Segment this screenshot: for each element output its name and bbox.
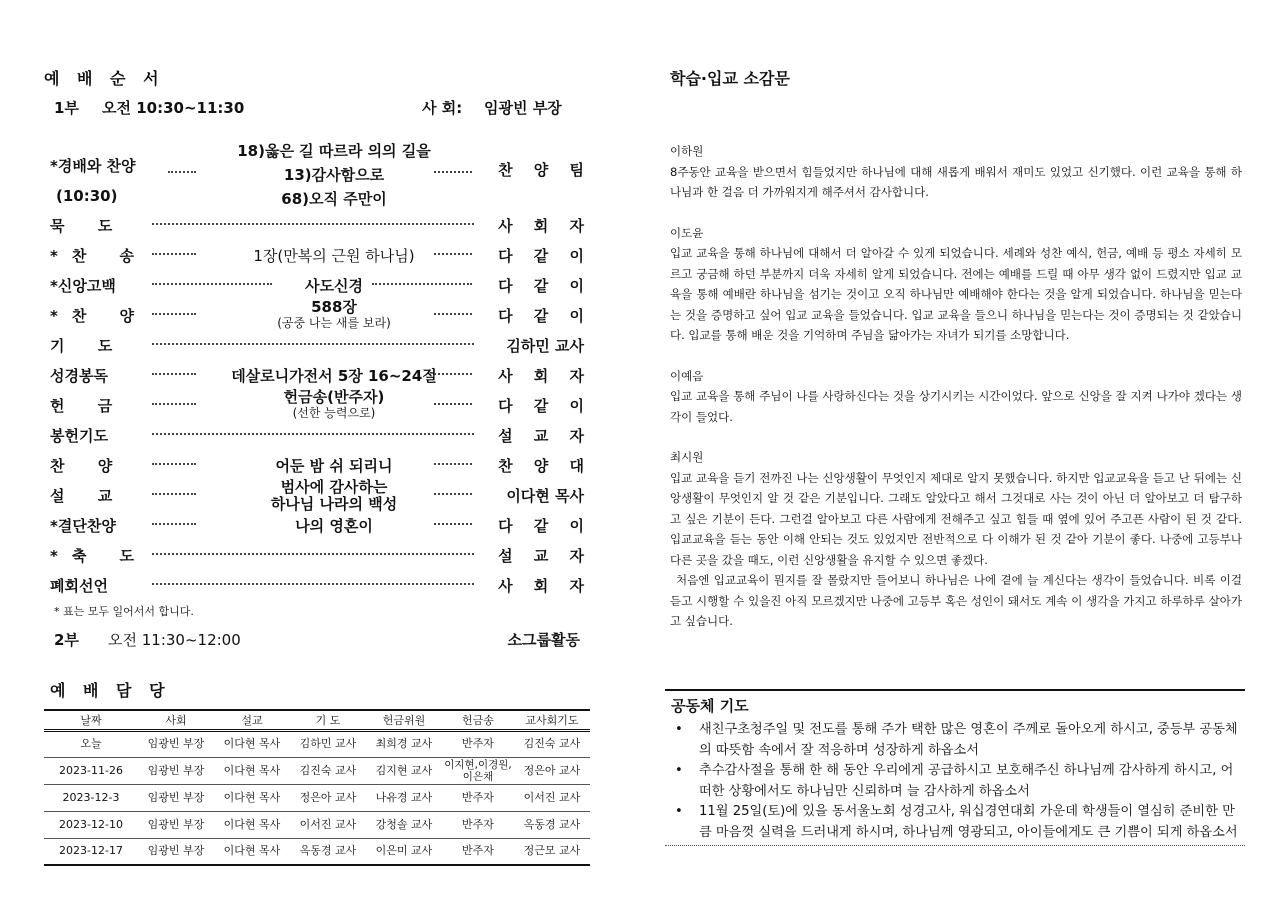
testimony-text: 8주동안 교육을 받으면서 힘들었지만 하나님에 대해 새롭게 배워서 재미도 있었고 신기했다. 이런 교육을 통해 하나님과 한 걸음 더 가까워지게 해주셔서 감사합니다. <box>670 164 1242 199</box>
testimony-text: 처음엔 입교교육이 뭔지를 잘 몰랐지만 들어보니 하나님은 나에 곁에 늘 계신다는 생각이 들었습니다. 비록 이걸 듣고 시행할 수 있을진 아직 모르겠지만 나중에 고등부 혹은 성인이 돼서도 계속 이 생각을 가지고 하루하루 살아가고 싶습니다. <box>670 573 1242 628</box>
order-item-leader: 설 교 자 <box>498 427 592 445</box>
order-item-leader: 사 회 자 <box>498 217 592 235</box>
leader-dots <box>152 583 474 585</box>
order-item-name: 묵 도 <box>50 217 127 235</box>
order-item <box>44 269 594 299</box>
table-cell: 2023-12-3 <box>44 784 138 811</box>
leader-dots <box>152 313 196 315</box>
leader-dots <box>152 403 196 405</box>
order-item-name: 성경봉독 <box>50 367 108 385</box>
leader-dots <box>152 253 196 255</box>
column-header: 날짜 <box>44 710 138 730</box>
column-header: 교사회기도 <box>514 710 590 730</box>
leader-dots <box>434 493 472 495</box>
leader-dots <box>152 493 196 495</box>
testimonies-section <box>670 66 1242 652</box>
table-header-row <box>44 710 590 730</box>
order-item <box>44 389 594 419</box>
table-cell: 옥동경 교사 <box>514 811 590 838</box>
order-item-name: *경배와 찬양 (10:30) <box>50 157 136 205</box>
table-row <box>44 757 590 784</box>
staff-section <box>44 678 592 866</box>
table-cell: 김진숙 교사 <box>290 757 366 784</box>
order-item <box>44 419 594 449</box>
order-item-content: 1장(만복의 근원 하나님) <box>253 247 415 265</box>
column-header: 설교 <box>214 710 290 730</box>
leader-dots <box>434 171 472 173</box>
list-item: • 새친구초청주일 및 전도를 통해 주가 택한 많은 영혼이 주께로 돌아오게 하시고, 중등부 공동체의 따뜻함 속에서 잘 적응하며 성장하게 하옵소서 <box>665 720 1245 761</box>
testimony-author: 최시원 <box>670 450 704 464</box>
community-prayer-title: 공동체 기도 <box>671 697 749 715</box>
standing-note: * 표는 모두 일어서서 합니다. <box>54 605 194 618</box>
order-item-leader: 사 회 자 <box>498 367 592 385</box>
order-item <box>44 329 594 359</box>
table-cell: 이다현 목사 <box>214 757 290 784</box>
table-cell: 김지현 교사 <box>366 757 442 784</box>
worship-order-section <box>44 66 594 653</box>
table-cell: 이다현 목사 <box>214 838 290 865</box>
table-cell: 임광빈 부장 <box>138 730 214 757</box>
leader-dots <box>434 463 472 465</box>
table-cell: 임광빈 부장 <box>138 838 214 865</box>
leader-dots <box>434 313 472 315</box>
table-cell: 이다현 목사 <box>214 811 290 838</box>
table-cell: 김하민 교사 <box>290 730 366 757</box>
table-cell: 이다현 목사 <box>214 730 290 757</box>
table-cell: 나유경 교사 <box>366 784 442 811</box>
community-prayer-section <box>665 689 1245 846</box>
table-cell: 임광빈 부장 <box>138 811 214 838</box>
order-item-leader: 다 같 이 <box>498 397 592 415</box>
testimony-item <box>670 223 1242 346</box>
service1-number: 1부 <box>54 99 79 117</box>
service2-line <box>44 627 594 653</box>
table-cell: 2023-12-17 <box>44 838 138 865</box>
order-item <box>44 359 594 389</box>
table-cell: 이지현,이경원,이은채 <box>442 757 514 784</box>
order-item-name: *찬 양 <box>50 307 149 325</box>
service1-leader-label: 사 회: <box>422 99 463 117</box>
sermon-title: 범사에 감사하는 하나님 나라의 백성 <box>270 478 398 513</box>
table-cell: 정은아 교사 <box>290 784 366 811</box>
order-item-name: 헌 금 <box>50 397 127 415</box>
column-header: 헌금위원 <box>366 710 442 730</box>
leader-dots <box>152 463 196 465</box>
testimony-item <box>670 447 1242 632</box>
order-item <box>44 299 594 329</box>
table-cell: 이서진 교사 <box>514 784 590 811</box>
table-cell: 반주자 <box>442 838 514 865</box>
leader-dots <box>152 373 196 375</box>
order-item-leader: 다 같 이 <box>498 247 592 265</box>
leader-dots <box>152 433 474 435</box>
leader-dots <box>152 523 196 525</box>
table-row <box>44 730 590 757</box>
testimony-item <box>670 366 1242 428</box>
order-item-name: *신앙고백 <box>50 277 116 295</box>
leader-dots <box>152 343 474 345</box>
leader-dots <box>152 223 474 225</box>
table-cell: 정은아 교사 <box>514 757 590 784</box>
table-cell: 임광빈 부장 <box>138 784 214 811</box>
worship-order-list <box>44 133 594 599</box>
list-item: • 11월 25일(토)에 있을 동서울노회 성경고사, 워십경연대회 가운데 학생들이 열심히 준비한 만큼 마음껏 실력을 드러내게 하시며, 하나님께 영광되고, 아이들에게도 큰 기쁨이 되게 하옵소서 <box>665 802 1245 843</box>
order-item-name: *찬 송 <box>50 247 149 265</box>
order-item <box>44 509 594 539</box>
order-item-leader: 이다현 목사 <box>506 487 584 505</box>
order-item-name: 기 도 <box>50 337 127 355</box>
leader-dots <box>168 171 196 173</box>
table-cell: 정근모 교사 <box>514 838 590 865</box>
order-item-leader: 다 같 이 <box>498 517 592 535</box>
table-cell: 오늘 <box>44 730 138 757</box>
order-item-content: 588장 (공중 나는 새를 보라) <box>277 298 391 330</box>
table-cell: 반주자 <box>442 730 514 757</box>
order-item-content: 데살로니가전서 5장 16~24절 <box>231 367 437 385</box>
order-item-content: 18)옳은 길 따르라 의의 길을 13)감사함으로 68)오직 주만이 <box>237 142 431 208</box>
order-item-leader: 다 같 이 <box>498 307 592 325</box>
order-item-leader: 찬 양 대 <box>498 457 592 475</box>
service1-line <box>44 95 594 119</box>
table-cell: 임광빈 부장 <box>138 757 214 784</box>
order-item-name: *결단찬양 <box>50 517 116 535</box>
testimony-text: 입교 교육을 통해 하나님에 대해서 더 알아갈 수 있게 되었습니다. 세례와 성찬 예식, 헌금, 예배 등 평소 자세히 모르고 궁금해 하던 부분까지 더욱 자세히 알게 되었습니다. 전에는 예배를 드릴 때 아무 생각 없이 드렸지만 입교 교육을 통해 예배란 하나님을 섬기는 것이고 오직 하나님만 예배해야 한다는 것을 알게 되었습니다. 하나님을 믿는다는 것을 증명하고 싶어 입교 교육을 들었습니다. 입교 교육을 들으니 하나님을 믿는다는 것이 증명되는 것 같았습니다. 입교를 통해 배운 것을 기억하며 주님을 닮아가는 자녀가 되기를 소망합니다. <box>670 246 1242 342</box>
table-cell: 2023-12-10 <box>44 811 138 838</box>
table-cell: 2023-11-26 <box>44 757 138 784</box>
table-cell: 반주자 <box>442 784 514 811</box>
order-item <box>44 133 594 209</box>
order-item-content: 사도신경 <box>305 277 363 295</box>
table-row <box>44 784 590 811</box>
leader-dots <box>434 253 472 255</box>
worship-order-title: 예 배 순 서 <box>44 69 165 88</box>
table-cell: 최희경 교사 <box>366 730 442 757</box>
staff-table <box>44 709 590 866</box>
order-item <box>44 239 594 269</box>
table-cell: 김진숙 교사 <box>514 730 590 757</box>
table-row <box>44 838 590 865</box>
order-item <box>44 478 594 513</box>
order-item-name: 폐회선언 <box>50 577 108 595</box>
leader-dots <box>372 283 472 285</box>
service1-time: 오전 10:30~11:30 <box>102 99 245 117</box>
staff-title: 예 배 담 당 <box>50 681 171 700</box>
column-header: 사회 <box>138 710 214 730</box>
table-cell: 강청솔 교사 <box>366 811 442 838</box>
order-item-content: 어둔 밤 쉬 되리니 <box>275 457 393 475</box>
column-header: 기 도 <box>290 710 366 730</box>
order-item-leader: 다 같 이 <box>498 277 592 295</box>
order-item <box>44 569 594 599</box>
service2-activity: 소그룹활동 <box>507 631 580 649</box>
order-item-content: 나의 영혼이 <box>295 517 373 535</box>
prayer-list <box>665 720 1245 846</box>
order-item-leader: 찬 양 팀 <box>498 161 592 179</box>
testimony-text: 입교 교육을 통해 주님이 나를 사랑하신다는 것을 상기시키는 시간이었다. 앞으로 신앙을 잘 지켜 나가야 겠다는 생각이 들었다. <box>670 389 1242 424</box>
order-item-leader: 사 회 자 <box>498 577 592 595</box>
testimony-author: 이예음 <box>670 368 704 383</box>
table-cell: 이다현 목사 <box>214 784 290 811</box>
service2-time: 오전 11:30~12:00 <box>108 631 241 649</box>
list-item: • 추수감사절을 통해 한 해 동안 우리에게 공급하시고 보호해주신 하나님께 감사하게 하시고, 어떠한 상황에서도 하나님만 신뢰하며 늘 감사하게 하옵소서 <box>665 761 1245 802</box>
order-item-leader: 김하민 교사 <box>506 337 584 355</box>
order-item <box>44 209 594 239</box>
order-item-name: 설 교 <box>50 487 127 505</box>
testimony-text: 입교 교육을 듣기 전까진 나는 신앙생활이 무엇인지 제대로 알지 못했습니다. 하지만 입교교육을 듣고 난 뒤에는 신앙생활이 무엇인지 알 것 같은 기분입니다. 그래도 알았다고 해서 그것대로 사는 것이 아닌 더 알아보고 더 탐구하고 싶은 기분이 든다. 그런걸 알아보고 다른 사람에게 전해주고 싶고 힘들 때 옆에 있어 주고픈 사람이 된 것 같다. 입교교육을 듣는 동안 이해 안되는 것도 있었지만 전반적으로 다 이해가 된 것 같아 기분이 좋다. 나중에 고등부나 다른 곳을 갔을 때도, 이런 신앙생활을 유지할 수 있으면 좋겠다. <box>670 470 1242 567</box>
table-row <box>44 811 590 838</box>
order-item-leader: 설 교 자 <box>498 547 592 565</box>
column-header: 헌금송 <box>442 710 514 730</box>
table-cell: 반주자 <box>442 811 514 838</box>
order-item-name: 찬 양 <box>50 457 127 475</box>
leader-dots <box>434 403 472 405</box>
table-cell: 이서진 교사 <box>290 811 366 838</box>
testimony-author: 이하원 <box>670 144 704 158</box>
service2-number: 2부 <box>54 631 79 649</box>
order-item-content: 헌금송(반주자) (선한 능력으로) <box>283 388 385 420</box>
leader-dots <box>152 553 474 555</box>
testimonies-title: 학습·입교 소감문 <box>670 69 790 88</box>
leader-dots <box>434 373 472 375</box>
order-item <box>44 449 594 479</box>
order-item-name: *축 도 <box>50 547 149 565</box>
table-cell: 옥동경 교사 <box>290 838 366 865</box>
order-item <box>44 539 594 569</box>
service1-leader: 임광빈 부장 <box>484 99 562 117</box>
testimony-author: 이도윤 <box>670 225 704 240</box>
table-cell: 이은미 교사 <box>366 838 442 865</box>
order-item-name: 봉헌기도 <box>50 427 108 445</box>
testimony-item <box>670 141 1242 203</box>
leader-dots <box>434 523 472 525</box>
